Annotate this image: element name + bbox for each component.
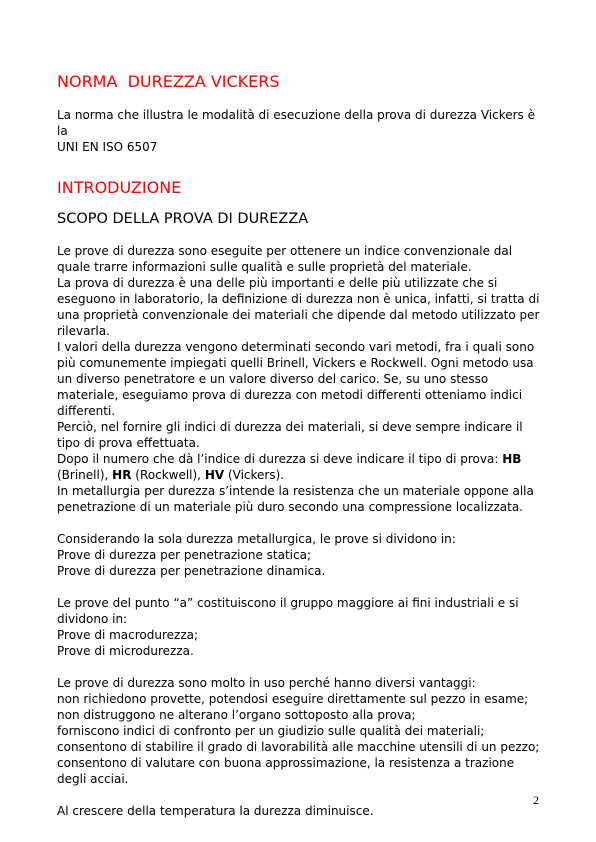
hr-label: HR xyxy=(112,468,132,482)
norm-intro xyxy=(57,107,541,155)
body-text xyxy=(57,243,541,819)
paragraph-7: Considerando la sola durezza metallurgica, le prove si dividono in: xyxy=(57,532,456,546)
list-item: non distruggono ne alterano l’organo sottoposto alla prova; xyxy=(57,708,416,722)
list-item: non richiedono provette, potendosi eseguire direttamente sul pezzo in esame; xyxy=(57,692,529,706)
list-item: Prove di durezza per penetrazione dinamica. xyxy=(57,564,326,578)
paragraph-10: Al crescere della temperatura la durezza diminuisce. xyxy=(57,804,374,818)
paragraph-5: Dopo il numero che dà l’indice di durezza si deve indicare il tipo di prova: HB (Brinell), HR (Rockwell), HV (Vickers). xyxy=(57,452,522,482)
list-item: forniscono indici di confronto per un giudizio sulle qualità dei materiali; xyxy=(57,724,485,738)
paragraph-4: Perciò, nel fornire gli indici di durezza dei materiali, si deve sempre indicare il tipo di prova effettuata. xyxy=(57,420,523,450)
subsection-title-scopo: SCOPO DELLA PROVA DI DUREZZA xyxy=(57,211,309,227)
paragraph-6: In metallurgia per durezza s’intende la resistenza che un materiale oppone alla penetrazione di un materiale più duro secondo una compressione localizzata. xyxy=(57,484,534,514)
paragraph-9: Le prove di durezza sono molto in uso perché hanno diversi vantaggi: xyxy=(57,676,476,690)
norm-intro-line1: La norma che illustra le modalità di esecuzione della prova di durezza Vickers è xyxy=(57,108,535,122)
hb-label: HB xyxy=(502,452,522,466)
list-item: Prove di macrodurezza; xyxy=(57,628,199,642)
page-number: 2 xyxy=(533,793,539,807)
paragraph-3: I valori della durezza vengono determinati secondo vari metodi, fra i quali sono più comunemente impiegati quelli Brinell, Vickers e Rockwell. Ogni metodo usa un diverso penetratore e un valore diverso del carico. Se, su uno stesso materiale, eseguiamo prova di durezza con metodi differenti otteniamo indici differenti. xyxy=(57,340,535,418)
norm-intro-line3: UNI EN ISO 6507 xyxy=(57,140,158,154)
hv-label: HV xyxy=(204,468,225,482)
paragraph-8: Le prove del punto “a” costituiscono il gruppo maggiore ai fini industriali e si dividono in: xyxy=(57,596,519,626)
list-item: consentono di valutare con buona approssimazione, la resistenza a trazione degli acciai. xyxy=(57,756,515,786)
list-item: Prove di microdurezza. xyxy=(57,644,194,658)
paragraph-2: La prova di durezza è una delle più importanti e delle più utilizzate che si eseguono in laboratorio, la definizione di durezza non è unica, infatti, si tratta di una proprietà convenzionale dei materiali che dipende dal metodo utilizzato per rilevarla. xyxy=(57,276,540,338)
list-item: consentono di stabilire il grado di lavorabilità alle macchine utensili di un pezzo; xyxy=(57,740,540,754)
section-title-introduzione: INTRODUZIONE xyxy=(57,178,182,197)
list-item: Prove di durezza per penetrazione statica; xyxy=(57,548,311,562)
paragraph-1: Le prove di durezza sono eseguite per ottenere un indice convenzionale dal quale trarre informazioni sulle qualità e sulle proprietà del materiale. xyxy=(57,244,513,274)
norm-intro-line2: la xyxy=(57,124,68,138)
document-title: NORMA DUREZZA VICKERS xyxy=(57,72,280,91)
